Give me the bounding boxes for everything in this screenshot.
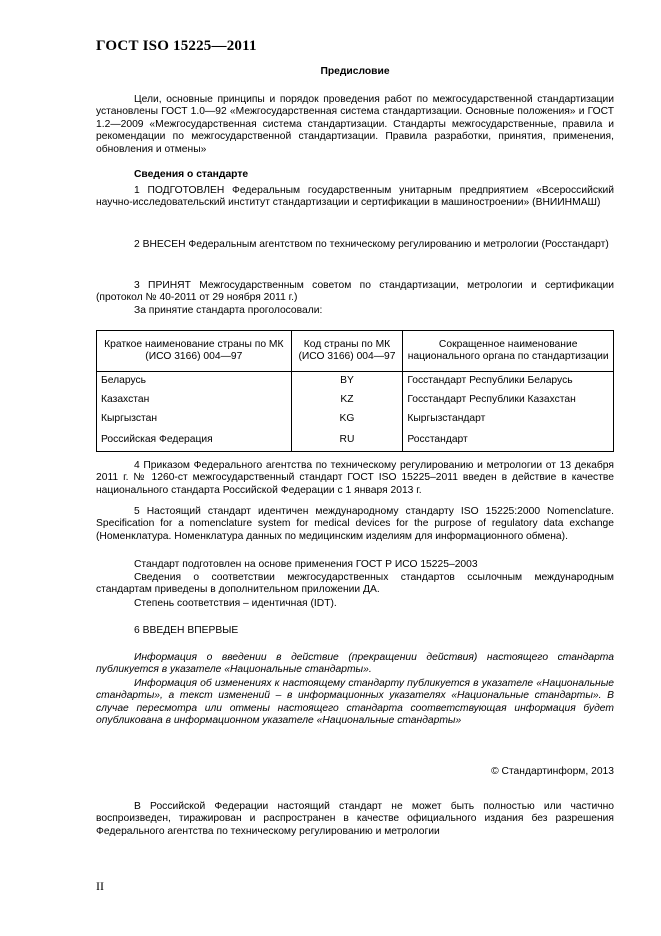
page-number: II (96, 879, 104, 893)
info-item-3: 3 ПРИНЯТ Межгосударственным советом по стандартизации, метрологии и сертификации (протокол № 40-2011 от 29 ноября 2011 г.) (96, 280, 614, 304)
info-item-5-basis: Стандарт подготовлен на основе применения ГОСТ Р ИСО 15225–2003 (134, 559, 478, 570)
table-cell-code: RU (291, 429, 403, 452)
table-cell-country: Казахстан (97, 391, 292, 410)
table-row (97, 410, 614, 429)
table-cell-country: Беларусь (97, 372, 292, 392)
table-cell-code: KG (291, 410, 403, 429)
notice-introduction: Информация о введении в действие (прекращении действия) настоящего стандарта публикуется в указателе «Национальные стандарты». (96, 652, 614, 676)
info-item-4: 4 Приказом Федерального агентства по техническому регулированию и метрологии от 13 декабря 2011 г. № 1260-ст межгосударственный стандарт ГОСТ ISO 15225–2011 введен в действие в качестве национального стандарта Российской Федерации с 1 января 2013 г. (96, 460, 614, 496)
table-row (97, 429, 614, 452)
copyright-line: © Стандартинформ, 2013 (491, 766, 614, 777)
table-cell-body: Госстандарт Республики Казахстан (403, 391, 614, 410)
table-cell-body: Росстандарт (403, 429, 614, 452)
info-item-5-degree: Степень соответствия – идентичная (IDT). (134, 598, 337, 609)
table-cell-code: KZ (291, 391, 403, 410)
table-row (97, 391, 614, 410)
document-title: ГОСТ ISO 15225—2011 (96, 38, 257, 54)
notice-changes: Информация об изменениях к настоящему стандарту публикуется в указателе «Национальные стандарты», а текст изменений – в информационных указателях «Национальные стандарты». В случае пересмотра или отмены настоящего стандарта соответствующая информация будет опубликована в информационном указателе «Национальные стандарты» (96, 678, 614, 727)
info-item-5-correspondence: Сведения о соответствии межгосударственных стандартов ссылочным международным стандартам приведены в дополнительном приложении ДА. (96, 572, 614, 596)
foreword-text: Цели, основные принципы и порядок проведения работ по межгосударственной стандартизации установлены ГОСТ 1.0—92 «Межгосударственная система стандартизации. Основные положения» и ГОСТ 1.2—2009 «Межгосударственная система стандартизации. Стандарты межгосударственные, правила и рекомендации по межгосударственной стандартизации. Правила разработки, принятия, применения, обновления и отмены» (96, 94, 614, 155)
info-heading: Сведения о стандарте (134, 169, 249, 180)
table-cell-body: Госстандарт Республики Беларусь (403, 372, 614, 392)
info-item-5: 5 Настоящий стандарт идентичен международному стандарту ISO 15225:2000 Nomenclature. Specification for a nomenclature system for medical devices for the purpose of regulatory data exchange (Номенклатура. Номенклатура данных по медицинским изделиям для информационного обмена). (96, 506, 614, 542)
table-header-country: Краткое наименование страны по МК (ИСО 3166) 004—97 (97, 331, 292, 372)
table-header-body: Сокращенное наименование национального органа по стандартизации (403, 331, 614, 372)
info-item-1: 1 ПОДГОТОВЛЕН Федеральным государственным унитарным предприятием «Всероссийский научно-исследовательский институт стандартизации и сертификации в машиностроении» (ВНИИНМАШ) (96, 185, 614, 209)
reproduction-notice: В Российской Федерации настоящий стандарт не может быть полностью или частично воспроизведен, тиражирован и распространен в качестве официального издания без разрешения Федерального агентства по техническому регулированию и метрологии (96, 801, 614, 837)
table-cell-country: Российская Федерация (97, 429, 292, 452)
table-cell-country: Кыргызстан (97, 410, 292, 429)
table-cell-body: Кыргызстандарт (403, 410, 614, 429)
votes-intro: За принятие стандарта проголосовали: (134, 305, 323, 316)
voting-table (96, 330, 614, 452)
table-row (97, 372, 614, 392)
table-header-row (97, 331, 614, 372)
foreword-heading: Предисловие (320, 66, 390, 77)
table-cell-code: BY (291, 372, 403, 392)
table-header-code: Код страны по МК (ИСО 3166) 004—97 (291, 331, 403, 372)
info-item-2: 2 ВНЕСЕН Федеральным агентством по техническому регулированию и метрологии (Росстандарт) (134, 239, 609, 250)
info-item-6: 6 ВВЕДЕН ВПЕРВЫЕ (134, 625, 239, 636)
